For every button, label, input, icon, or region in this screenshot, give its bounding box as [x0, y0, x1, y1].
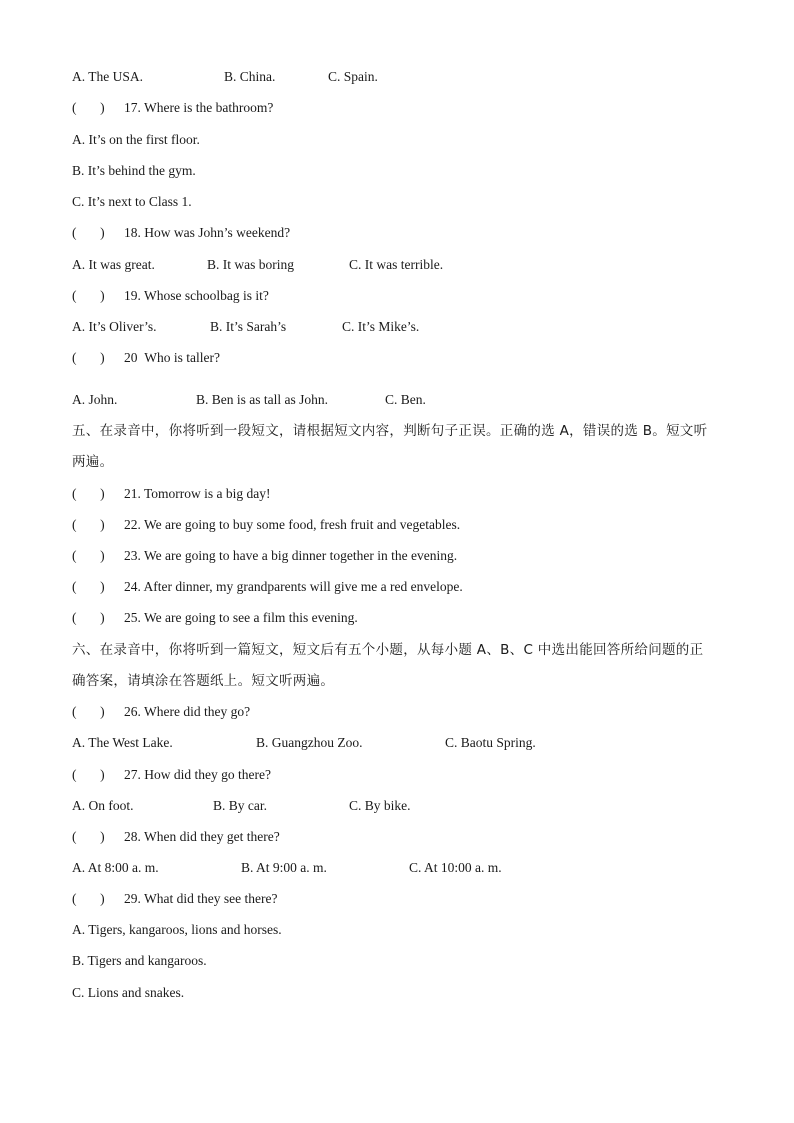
q29-option-b: B. Tigers and kangaroos.	[72, 953, 207, 968]
answer-blank[interactable]: ( )	[72, 100, 105, 115]
answer-blank[interactable]: ( )	[72, 579, 105, 594]
q26-option-a: A. The West Lake.	[72, 735, 173, 750]
q24-item	[72, 578, 463, 596]
answer-blank[interactable]: ( )	[72, 610, 105, 625]
q21-item	[72, 485, 271, 503]
q19-text: 19. Whose schoolbag is it?	[124, 288, 269, 303]
q27-text: 27. How did they go there?	[124, 767, 271, 782]
q29-option-a: A. Tigers, kangaroos, lions and horses.	[72, 922, 282, 937]
q25-item	[72, 609, 358, 627]
q26-option-c: C. Baotu Spring.	[445, 735, 536, 750]
q18-text: 18. How was John’s weekend?	[124, 225, 291, 240]
q18-option-b: B. It was boring	[207, 257, 294, 272]
q27-question	[72, 766, 271, 784]
answer-blank[interactable]: ( )	[72, 288, 105, 303]
q27-option-c: C. By bike.	[349, 798, 411, 813]
answer-blank[interactable]: ( )	[72, 486, 105, 501]
q24-text: 24. After dinner, my grandparents will give me a red envelope.	[124, 579, 463, 594]
q19-option-a: A. It’s Oliver’s.	[72, 319, 157, 334]
q28-option-a: A. At 8:00 a. m.	[72, 860, 159, 875]
q18-option-c: C. It was terrible.	[349, 257, 444, 272]
answer-blank[interactable]: ( )	[72, 829, 105, 844]
answer-blank[interactable]: ( )	[72, 767, 105, 782]
q23-text: 23. We are going to have a big dinner together in the evening.	[124, 548, 458, 563]
q29-question	[72, 890, 277, 908]
q29-option-c: C. Lions and snakes.	[72, 985, 185, 1000]
q27-option-a: A. On foot.	[72, 798, 134, 813]
q28-question	[72, 828, 280, 846]
q26-text: 26. Where did they go?	[124, 704, 251, 719]
q20-option-c: C. Ben.	[385, 392, 426, 407]
section5-instruction-line2: 两遍。	[72, 454, 114, 470]
q26-option-b: B. Guangzhou Zoo.	[256, 735, 363, 750]
q17-question	[72, 99, 273, 117]
section5-instruction-line1: 五、在录音中，你将听到一段短文，请根据短文内容，判断句子正误。正确的选 A，错误的选 B。短文听	[72, 423, 708, 439]
q18-question	[72, 224, 290, 242]
q20-option-a: A. John.	[72, 392, 118, 407]
q16-option-c: C. Spain.	[328, 69, 378, 84]
q17-option-c: C. It’s next to Class 1.	[72, 194, 192, 209]
answer-blank[interactable]: ( )	[72, 704, 105, 719]
section6-instruction-line1: 六、在录音中，你将听到一篇短文，短文后有五个小题，从每小题 A、B、C 中选出能回答所给问题的正	[72, 642, 704, 658]
q17-option-a: A. It’s on the first floor.	[72, 132, 200, 147]
q16-option-b: B. China.	[224, 69, 276, 84]
answer-blank[interactable]: ( )	[72, 891, 105, 906]
q21-text: 21. Tomorrow is a big day!	[124, 486, 271, 501]
answer-blank[interactable]: ( )	[72, 225, 105, 240]
q25-text: 25. We are going to see a film this evening.	[124, 610, 358, 625]
q20-option-b: B. Ben is as tall as John.	[196, 392, 328, 407]
q28-text: 28. When did they get there?	[124, 829, 280, 844]
q22-item	[72, 516, 460, 534]
q19-question	[72, 287, 269, 305]
q19-option-c: C. It’s Mike’s.	[342, 319, 420, 334]
answer-blank[interactable]: ( )	[72, 350, 105, 365]
q20-question	[72, 349, 220, 367]
q17-text: 17. Where is the bathroom?	[124, 100, 274, 115]
answer-blank[interactable]: ( )	[72, 517, 105, 532]
q23-item	[72, 547, 457, 565]
q17-option-b: B. It’s behind the gym.	[72, 163, 196, 178]
answer-blank[interactable]: ( )	[72, 548, 105, 563]
q22-text: 22. We are going to buy some food, fresh fruit and vegetables.	[124, 517, 461, 532]
section6-instruction-line2: 确答案，请填涂在答题纸上。短文听两遍。	[72, 673, 335, 689]
q27-option-b: B. By car.	[213, 798, 267, 813]
q28-option-c: C. At 10:00 a. m.	[409, 860, 502, 875]
q29-text: 29. What did they see there?	[124, 891, 278, 906]
q26-question	[72, 703, 250, 721]
q20-text: Who is taller?	[144, 350, 220, 365]
q28-option-b: B. At 9:00 a. m.	[241, 860, 327, 875]
q18-option-a: A. It was great.	[72, 257, 155, 272]
q20-number: 20	[124, 350, 138, 365]
q19-option-b: B. It’s Sarah’s	[210, 319, 287, 334]
q16-option-a: A. The USA.	[72, 69, 144, 84]
